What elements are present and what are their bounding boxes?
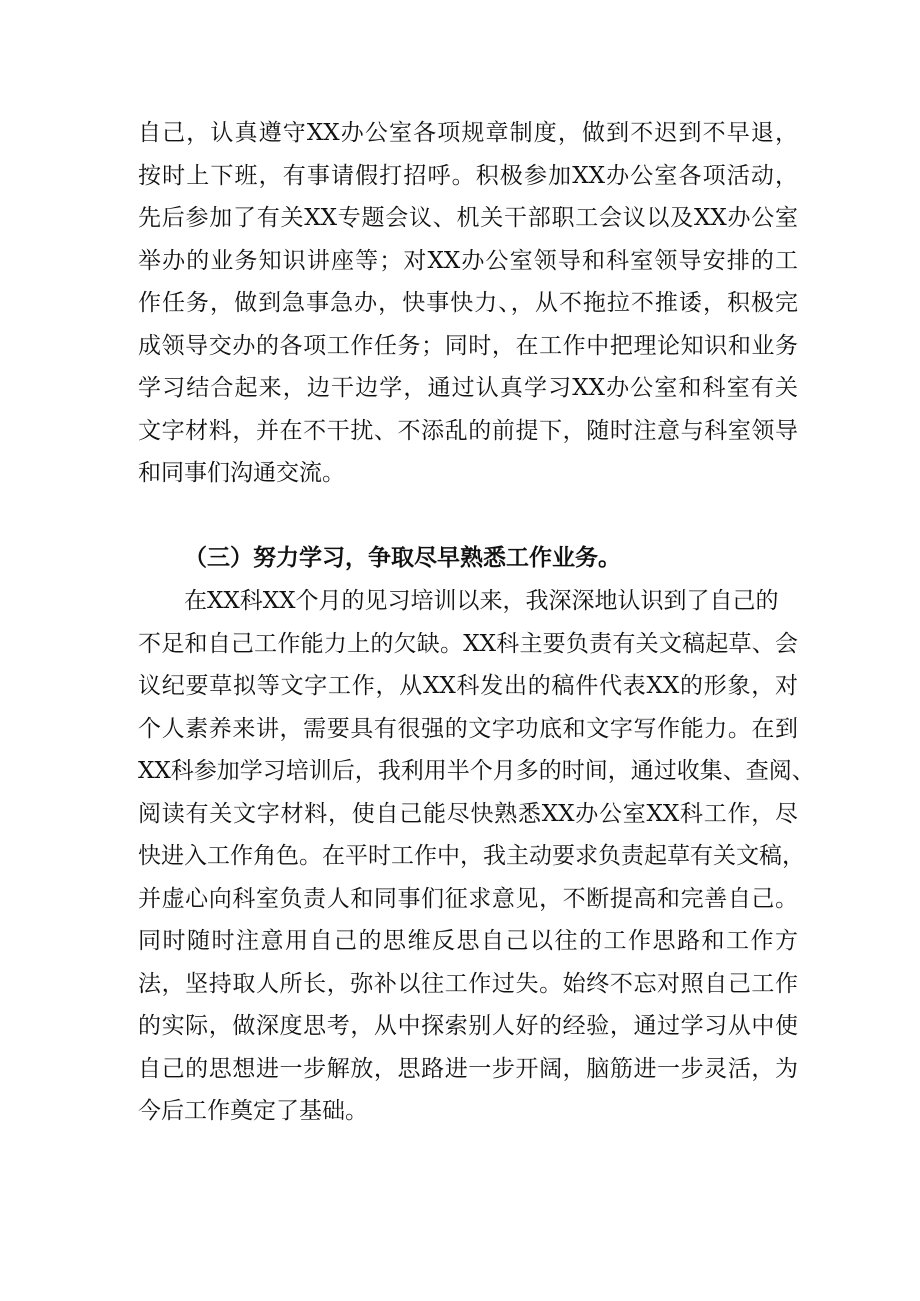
text-line: 不足和自己工作能力上的欠缺。XX科主要负责有关文稿起草、会 bbox=[138, 630, 798, 657]
text-line: 议纪要草拟等文字工作，从XX科发出的稿件代表XX的形象，对 bbox=[138, 673, 798, 699]
text-line: 文字材料，并在不干扰、不添乱的前提下，随时注意与科室领导 bbox=[138, 417, 798, 444]
text-line: 在XX科XX个月的见习培训以来，我深深地认识到了自己的 bbox=[184, 588, 779, 614]
text-line: 个人素养来讲，需要具有很强的文字功底和文字写作能力。在到 bbox=[138, 715, 798, 742]
text-line: 法，坚持取人所长，弥补以往工作过失。始终不忘对照自己工作 bbox=[138, 970, 798, 997]
text-line: 成领导交办的各项工作任务；同时，在工作中把理论知识和业务 bbox=[138, 332, 798, 359]
text-line: 阅读有关文字材料，使自己能尽快熟悉XX办公室XX科工作，尽 bbox=[138, 800, 798, 827]
section-heading: （三）努力学习，争取尽早熟悉工作业务。 bbox=[184, 544, 621, 571]
text-line: 自己的思想进一步解放，思路进一步开阔，脑筋进一步灵活，为 bbox=[138, 1055, 798, 1082]
text-line: 自己，认真遵守XX办公室各项规章制度，做到不迟到不早退， bbox=[138, 120, 798, 146]
text-line: 今后工作奠定了基础。 bbox=[138, 1098, 368, 1124]
section-heading-block bbox=[138, 537, 798, 580]
paragraph-continued bbox=[138, 112, 798, 495]
text-line: 的实际，做深度思考，从中探索别人好的经验，通过学习从中使 bbox=[138, 1013, 798, 1039]
text-line: 按时上下班，有事请假打招呼。积极参加XX办公室各项活动， bbox=[138, 162, 798, 189]
text-line: 作任务，做到急事急办，快事快力、，从不拖拉不推诿，积极完 bbox=[138, 290, 798, 316]
text-line: 快进入工作角色。在平时工作中，我主动要求负责起草有关文稿， bbox=[138, 843, 805, 869]
text-line: 学习结合起来，边干边学，通过认真学习XX办公室和科室有关 bbox=[138, 375, 798, 401]
text-line: 同时随时注意用自己的思维反思自己以往的工作思路和工作方 bbox=[138, 928, 798, 954]
text-line: 并虚心向科室负责人和同事们征求意见，不断提高和完善自己。 bbox=[138, 885, 798, 912]
text-line: 先后参加了有关XX专题会议、机关干部职工会议以及XX办公室 bbox=[138, 205, 798, 231]
text-line: XX科参加学习培训后，我利用半个月多的时间，通过收集、查阅、 bbox=[138, 758, 815, 784]
text-line: 举办的业务知识讲座等；对XX办公室领导和科室领导安排的工 bbox=[138, 247, 798, 274]
paragraph-main bbox=[138, 580, 815, 1133]
text-line: 和同事们沟通交流。 bbox=[138, 460, 345, 486]
